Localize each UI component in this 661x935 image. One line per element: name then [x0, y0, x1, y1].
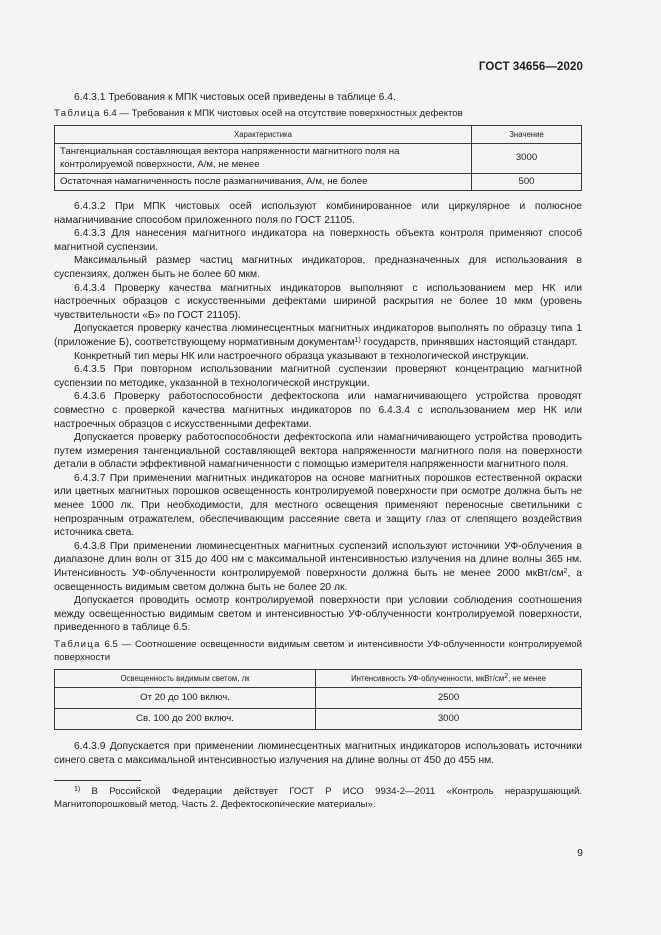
paragraph-specific-type: Конкретный тип меры НК или настроечного образца указывают в технологической инструкции.: [74, 350, 529, 362]
footnote-text: В Российской Федерации действует ГОСТ Р ИСО 9934-2—2011 «Контроль неразрушающий. Магнитопорошковый метод. Часть 2. Дефектоскопические материалы».: [54, 786, 582, 811]
paragraph-6439: 6.4.3.9 Допускается при применении люминесцентных магнитных индикаторов использовать источники синего света с максимальной интенсивностью излучения на длине волны от 450 до 455 нм.: [54, 741, 582, 766]
footnote-separator: [54, 780, 141, 781]
paragraph-text: государств, принявших настоящий стандарт.: [360, 336, 578, 348]
paragraph-allow-check: Допускается проверку работоспособности дефектоскопа или намагничивающего устройства проводить путем измерения тангенциальной составляющей вектора напряженности магнитного поля на поверхности детали в области эффективной намагниченности с помощью измерителя напряженности магнитного поля.: [54, 432, 582, 471]
paragraph-6431: 6.4.3.1 Требования к МПК чистовых осей приведены в таблице 6.4.: [74, 92, 396, 103]
table-6-5: [54, 669, 582, 730]
header-text: , не менее: [508, 673, 546, 683]
superscript: 2: [563, 568, 568, 576]
cell-uv: 2500: [316, 687, 582, 708]
table-6-4: [54, 125, 582, 191]
document-code: ГОСТ 34656—2020: [478, 61, 583, 73]
paragraph-allow-luminescent: [54, 322, 582, 349]
paragraph-6433: 6.4.3.3 Для нанесения магнитного индикатора на поверхность объекта контроля применяют способ магнитной суспензии.: [54, 228, 582, 253]
table-header-row: [55, 126, 582, 144]
paragraph-6435: 6.4.3.5 При повторном использовании магнитной суспензии проверяют концентрацию магнитной суспензии по методике, указанной в технологической инструкции.: [54, 364, 582, 389]
cell-light: От 20 до 100 включ.: [55, 687, 316, 708]
paragraph-text: Допускается проверку качества люминесцентных магнитных индикаторов выполнять по образцу типа 1 (приложение Б), соответствующему нормативным документам: [54, 323, 582, 348]
caption-word: Таблица: [54, 639, 101, 650]
caption-word: Таблица: [54, 107, 101, 119]
table-header-row: [55, 669, 582, 687]
footnote-ref: 1): [354, 336, 361, 344]
header-text: Интенсивность УФ-облученности, мкВт/см: [351, 673, 505, 683]
table-6-5-caption: [54, 639, 582, 665]
superscript: 2: [504, 672, 509, 680]
paragraph-6434: 6.4.3.4 Проверку качества магнитных индикаторов выполняют с использованием мер НК или настроечных образцов с искусственными дефектами шириной раскрытия не более 10 мкм (уровень чувствительности «Б» по ГОСТ 21105).: [54, 282, 582, 321]
table-row: [55, 144, 582, 173]
paragraph-6432: 6.4.3.2 При МПК чистовых осей используют комбинированное или циркулярное и полюсное намагничивание способом приложенного поля по ГОСТ 21105.: [54, 201, 582, 226]
caption-text: 6.4 — Требования к МПК чистовых осей на отсутствие поверхностных дефектов: [103, 107, 463, 119]
paragraph-6437: 6.4.3.7 При применении магнитных индикаторов на основе магнитных порошков естественной окраски или цветных магнитных порошков освещенность контролируемой поверхности при осмотре должна быть не менее 1000 лк. При необходимости, для местного освещения применяют переносные светильники с непрозрачным отражателем, обеспечивающим рассеяние света и защиту глаз от слепящего воздействия источника света.: [54, 472, 582, 539]
page-number: 9: [577, 847, 583, 859]
table-row: [55, 687, 582, 708]
paragraph-allow-inspection: Допускается проводить осмотр контролируемой поверхности при условии соблюдения соотношения между освещенностью видимым светом и интенсивностью УФ-облученности контролируемой поверхности, приведенного в таблице 6.5.: [54, 595, 582, 634]
caption-text: 6.5 — Соотношение освещенности видимым светом и интенсивности УФ-облученности контролируемой поверхности: [54, 639, 582, 663]
col-header-characteristic: Характеристика: [55, 126, 472, 144]
footnote: [54, 785, 582, 811]
col-header-uv: [316, 669, 582, 687]
cell-characteristic: Тангенциальная составляющая вектора напряженности магнитного поля на контролируемой поверхности, А/м, не менее: [55, 144, 472, 173]
footnote-mark: 1): [74, 786, 81, 794]
col-header-value: Значение: [472, 126, 582, 144]
paragraph-6436: 6.4.3.6 Проверку работоспособности дефектоскопа или намагничивающего устройства проводят совместно с проверкой качества магнитных индикаторов по 6.4.3.4 с использованием мер НК или настроечных образцов с искусственными дефектами.: [54, 391, 582, 430]
paragraph-particle-size: Максимальный размер частиц магнитных индикаторов, предназначенных для использования в суспензиях, должен быть не более 60 мкм.: [54, 255, 582, 280]
table-row: [55, 708, 582, 729]
paragraph-text: 6.4.3.8 При применении люминесцентных магнитных суспензий используют источники УФ-облучения в диапазоне длин волн от 315 до 400 нм с максимальной интенсивностью излучения на длине волны 365 нм. Интенсивность УФ-облученности контролируемой поверхности должна быть не менее 2000 мкВт/см: [54, 540, 582, 580]
cell-value: 500: [472, 173, 582, 190]
table-6-4-caption: [54, 108, 582, 121]
paragraph-text: , а освещенность видимым светом должна быть не более 20 лк.: [54, 568, 582, 593]
cell-characteristic: Остаточная намагниченность после размагничивания, А/м, не более: [55, 173, 472, 190]
cell-uv: 3000: [316, 708, 582, 729]
table-row: [55, 173, 582, 190]
cell-value: 3000: [472, 144, 582, 173]
page-body: [54, 91, 582, 811]
paragraph-6438: [54, 540, 582, 594]
cell-light: Св. 100 до 200 включ.: [55, 708, 316, 729]
col-header-light: Освещенность видимым светом, лк: [55, 669, 316, 687]
